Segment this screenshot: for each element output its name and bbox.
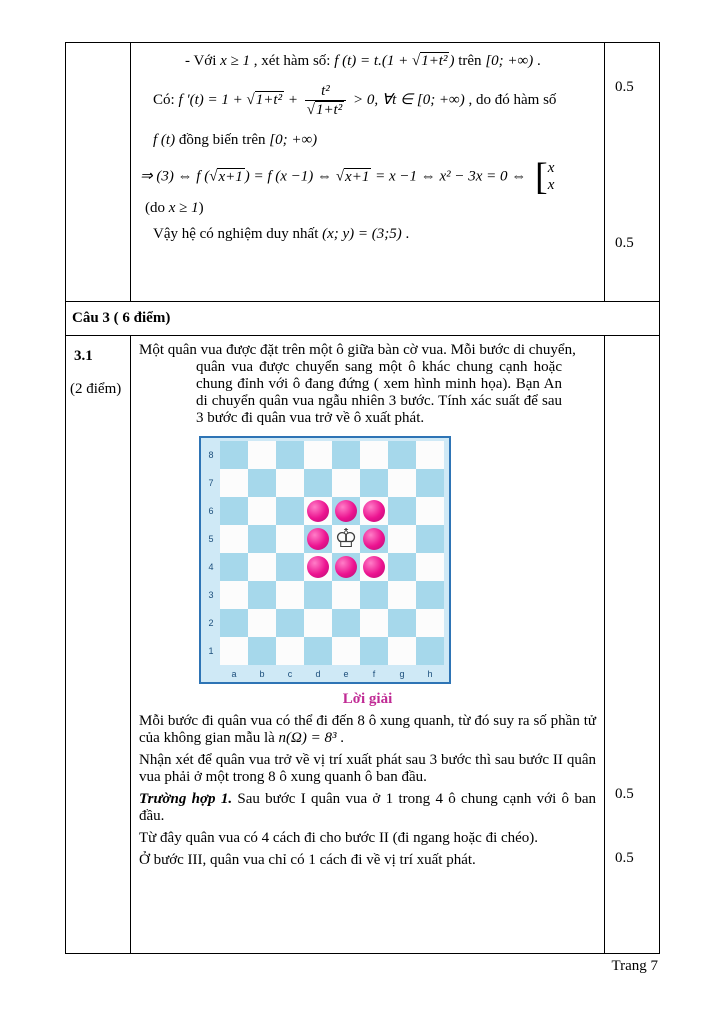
rank-label: 1 bbox=[208, 646, 214, 656]
board-square bbox=[248, 637, 276, 665]
board-square bbox=[304, 581, 332, 609]
board-square bbox=[332, 525, 360, 553]
cell-previous-solution bbox=[131, 43, 605, 301]
board-square bbox=[220, 525, 248, 553]
board-square bbox=[388, 469, 416, 497]
board-square bbox=[276, 553, 304, 581]
board-square bbox=[304, 469, 332, 497]
board-square bbox=[332, 497, 360, 525]
board-square bbox=[220, 637, 248, 665]
board-square bbox=[388, 637, 416, 665]
formula-line-5: (do x ≥ 1) bbox=[145, 199, 204, 216]
statement-body: quân vua được chuyển sang một ô khác chung cạnh hoặc chung đỉnh với ô đang đứng ( xem hình minh họa). Bạn An di chuyển quân vua ngẫu nhiên 3 bước. Tính xác suất để sau 3 bước đi quân vua trở về ô xuất phát. bbox=[196, 359, 562, 426]
board-square bbox=[220, 609, 248, 637]
solution-paragraph-2: Nhận xét để quân vua trở về vị trí xuất phát sau 3 bước thì sau bước II quân vua phải ở một trong 8 ô xung quanh ô ban đầu. bbox=[139, 752, 596, 785]
file-label: g bbox=[399, 668, 405, 679]
board-square bbox=[360, 553, 388, 581]
board-square bbox=[304, 637, 332, 665]
cell-scores-top bbox=[605, 43, 659, 301]
rank-label: 4 bbox=[208, 562, 214, 572]
score-value: 0.5 bbox=[615, 786, 634, 802]
highlight-circle bbox=[335, 556, 357, 578]
chessboard-figure bbox=[199, 436, 596, 684]
rank-label: 5 bbox=[208, 534, 214, 544]
score-value: 0.5 bbox=[615, 79, 634, 95]
file-label: c bbox=[287, 668, 293, 679]
board-square bbox=[248, 497, 276, 525]
solution-paragraph-3: Trường hợp 1. Sau bước I quân vua ở 1 trong 4 ô chung cạnh với ô ban đầu. bbox=[139, 791, 596, 824]
board-square bbox=[220, 553, 248, 581]
board-square bbox=[416, 469, 444, 497]
board-square bbox=[220, 441, 248, 469]
highlight-circle bbox=[307, 556, 329, 578]
highlight-circle bbox=[363, 556, 385, 578]
board-square bbox=[248, 581, 276, 609]
highlight-circle bbox=[307, 528, 329, 550]
score-value: 0.5 bbox=[615, 850, 634, 866]
cell-scores-31 bbox=[605, 336, 659, 953]
board-square bbox=[304, 553, 332, 581]
board-square bbox=[248, 609, 276, 637]
formula-line-6: Vậy hệ có nghiệm duy nhất (x; y) = (3;5) . bbox=[153, 225, 410, 242]
rank-label: 2 bbox=[208, 618, 214, 628]
highlight-circle bbox=[363, 500, 385, 522]
board-square bbox=[220, 469, 248, 497]
file-label: e bbox=[343, 668, 349, 679]
cell-empty-left bbox=[66, 43, 131, 301]
board-square bbox=[416, 553, 444, 581]
board-square bbox=[416, 497, 444, 525]
board-square bbox=[388, 441, 416, 469]
chessboard bbox=[199, 436, 451, 684]
board-square bbox=[388, 581, 416, 609]
formula-line-2: Có: f ′(t) = 1 + √1+t² + $\frac{\text{t²}}{\text{√1+t²}}$ > 0, ∀t ∈ [0; +∞) , do đó hàm số bbox=[153, 83, 557, 118]
file-label: h bbox=[427, 668, 433, 679]
board-square bbox=[276, 525, 304, 553]
board-square bbox=[332, 469, 360, 497]
board-square bbox=[276, 637, 304, 665]
board-square bbox=[248, 525, 276, 553]
board-square bbox=[416, 441, 444, 469]
board-square bbox=[304, 441, 332, 469]
board-square bbox=[304, 609, 332, 637]
board-square bbox=[416, 581, 444, 609]
formula-line-4: ⇒ (3) ⇔ f (√x+1 ) = f (x −1) ⇔ √x+1 = x −1 ⇔ x² − 3x = 0 ⇔ [ x x bbox=[140, 156, 555, 199]
board-square bbox=[360, 637, 388, 665]
board-square bbox=[388, 609, 416, 637]
board-square bbox=[360, 441, 388, 469]
board-square bbox=[416, 525, 444, 553]
board-square bbox=[248, 469, 276, 497]
solution-paragraph-1: Mỗi bước đi quân vua có thể đi đến 8 ô xung quanh, từ đó suy ra số phần tử của không gian mẫu là n(Ω) = 8³ . bbox=[139, 713, 596, 746]
board-square bbox=[276, 497, 304, 525]
board-square bbox=[332, 637, 360, 665]
board-square bbox=[360, 497, 388, 525]
highlight-circle bbox=[363, 528, 385, 550]
file-label: b bbox=[259, 668, 265, 679]
highlight-circle bbox=[335, 500, 357, 522]
solution-heading: Lời giải bbox=[342, 691, 393, 707]
score-value: 0.5 bbox=[615, 235, 634, 251]
board-square bbox=[360, 609, 388, 637]
board-square bbox=[276, 609, 304, 637]
king-piece-icon: ♔ bbox=[334, 524, 358, 553]
board-square bbox=[360, 469, 388, 497]
board-square bbox=[332, 553, 360, 581]
board-square bbox=[276, 469, 304, 497]
board-square bbox=[220, 497, 248, 525]
board-square bbox=[332, 609, 360, 637]
cau3-header-row bbox=[66, 301, 659, 335]
rank-label: 3 bbox=[208, 590, 214, 600]
previous-solution-row bbox=[66, 43, 659, 301]
board-square bbox=[276, 441, 304, 469]
board-square bbox=[388, 497, 416, 525]
cell-question-content bbox=[131, 336, 605, 953]
solution-paragraph-5: Ở bước III, quân vua chỉ có 1 cách đi về vị trí xuất phát. bbox=[139, 852, 476, 868]
rank-label: 6 bbox=[208, 506, 214, 516]
answer-table bbox=[65, 42, 660, 954]
board-square bbox=[388, 525, 416, 553]
question-points: (2 điểm) bbox=[70, 381, 122, 397]
formula-line-1: - Với x ≥ 1 , xét hàm số: f (t) = t.(1 + √1+t² ) trên [0; +∞) . bbox=[185, 53, 541, 69]
board-square bbox=[220, 581, 248, 609]
board-square bbox=[388, 553, 416, 581]
statement-first-line: Một quân vua được đặt trên một ô giữa bàn cờ vua. Mỗi bước di chuyển, bbox=[139, 342, 576, 358]
file-label: f bbox=[372, 668, 376, 679]
question-31-row bbox=[66, 335, 659, 953]
board-square bbox=[416, 609, 444, 637]
solution-paragraph-4: Từ đây quân vua có 4 cách đi cho bước II (đi ngang hoặc đi chéo). bbox=[139, 830, 539, 846]
board-square bbox=[332, 581, 360, 609]
cell-question-number bbox=[66, 336, 131, 953]
page-number: Trang 7 bbox=[611, 958, 658, 974]
board-square bbox=[360, 525, 388, 553]
board-corner bbox=[202, 665, 220, 682]
board-square bbox=[304, 525, 332, 553]
board-square bbox=[416, 637, 444, 665]
file-label: a bbox=[231, 668, 237, 679]
board-square bbox=[276, 581, 304, 609]
board-square bbox=[248, 553, 276, 581]
question-number: 3.1 bbox=[74, 348, 93, 364]
board-square bbox=[332, 441, 360, 469]
rank-label: 8 bbox=[208, 450, 214, 460]
highlight-circle bbox=[307, 500, 329, 522]
cau3-title: Câu 3 ( 6 điểm) bbox=[72, 310, 171, 326]
file-label: d bbox=[315, 668, 321, 679]
board-square bbox=[248, 441, 276, 469]
formula-line-3: f (t) đồng biến trên [0; +∞) bbox=[153, 132, 318, 148]
board-square bbox=[360, 581, 388, 609]
rank-label: 7 bbox=[208, 478, 214, 488]
board-square bbox=[304, 497, 332, 525]
